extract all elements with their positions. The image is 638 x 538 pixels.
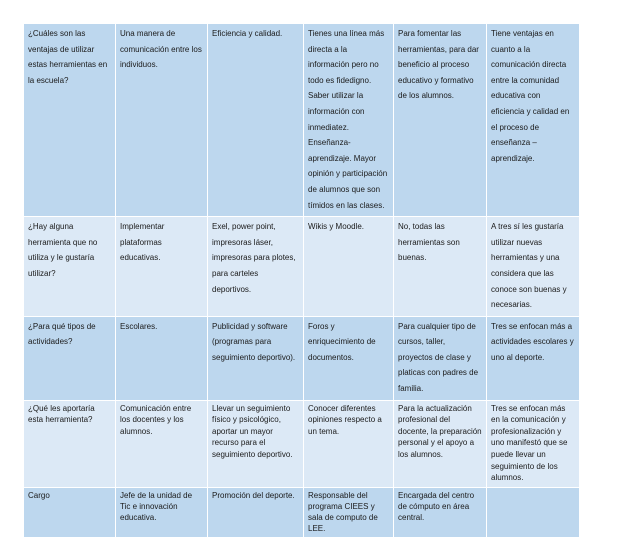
- question-cell: ¿Para qué tipos de actividades?: [24, 316, 116, 400]
- answer-cell: Para la actualización profesional del docente, la preparación personal y el apoyo a los alumnos.: [394, 400, 487, 487]
- summary-cell: Tiene ventajas en cuanto a la comunicación directa entre la comunidad educativa con eficiencia y calidad en el proceso de enseñanza – aprendizaje.: [487, 24, 580, 217]
- answer-cell: Para cualquier tipo de cursos, taller, proyectos de clase y platicas con padres de familia.: [394, 316, 487, 400]
- table-row: [24, 217, 580, 317]
- summary-cell: A tres sí les gustaría utilizar nuevas herramientas y una considera que las conoce son buenas y necesarias.: [487, 217, 580, 317]
- answer-cell: Llevar un seguimiento físico y psicológico, aportar un mayor recurso para el seguimiento deportivo.: [208, 400, 304, 487]
- question-cell: Cargo: [24, 487, 116, 537]
- answer-cell: Eficiencia y calidad.: [208, 24, 304, 217]
- answer-cell: Para fomentar las herramientas, para dar beneficio al proceso educativo y formativo de los alumnos.: [394, 24, 487, 217]
- table-row: [24, 24, 580, 217]
- answer-cell: Implementar plataformas educativas.: [116, 217, 208, 317]
- survey-table: [23, 23, 580, 538]
- answer-cell: Publicidad y software (programas para seguimiento deportivo).: [208, 316, 304, 400]
- survey-table-container: [23, 23, 579, 538]
- answer-cell: Escolares.: [116, 316, 208, 400]
- table-row: [24, 400, 580, 487]
- question-cell: ¿Qué les aportaría esta herramienta?: [24, 400, 116, 487]
- summary-cell: Tres se enfocan más en la comunicación y profesionalización y uno manifestó que se puede llevar un seguimiento de los alumnos.: [487, 400, 580, 487]
- answer-cell: Foros y enriquecimiento de documentos.: [304, 316, 394, 400]
- answer-cell: Exel, power point, impresoras láser, impresoras para plotes, para carteles deportivos.: [208, 217, 304, 317]
- answer-cell: Wikis y Moodle.: [304, 217, 394, 317]
- answer-cell: Tienes una línea más directa a la información pero no todo es fidedigno. Saber utilizar la información con inmediatez. Enseñanza-aprendizaje. Mayor opinión y participación de alumnos que son tímidos en las clases.: [304, 24, 394, 217]
- table-row: [24, 316, 580, 400]
- answer-cell: Promoción del deporte.: [208, 487, 304, 537]
- summary-cell: Tres se enfocan más a actividades escolares y uno al deporte.: [487, 316, 580, 400]
- answer-cell: Una manera de comunicación entre los individuos.: [116, 24, 208, 217]
- answer-cell: Responsable del programa CIEES y sala de computo de LEE.: [304, 487, 394, 537]
- table-row: [24, 487, 580, 537]
- summary-cell: [487, 487, 580, 537]
- answer-cell: Comunicación entre los docentes y los alumnos.: [116, 400, 208, 487]
- question-cell: ¿Hay alguna herramienta que no utiliza y le gustaría utilizar?: [24, 217, 116, 317]
- answer-cell: Encargada del centro de cómputo en área central.: [394, 487, 487, 537]
- answer-cell: Conocer diferentes opiniones respecto a un tema.: [304, 400, 394, 487]
- question-cell: ¿Cuáles son las ventajas de utilizar estas herramientas en la escuela?: [24, 24, 116, 217]
- answer-cell: No, todas las herramientas son buenas.: [394, 217, 487, 317]
- answer-cell: Jefe de la unidad de Tic e innovación educativa.: [116, 487, 208, 537]
